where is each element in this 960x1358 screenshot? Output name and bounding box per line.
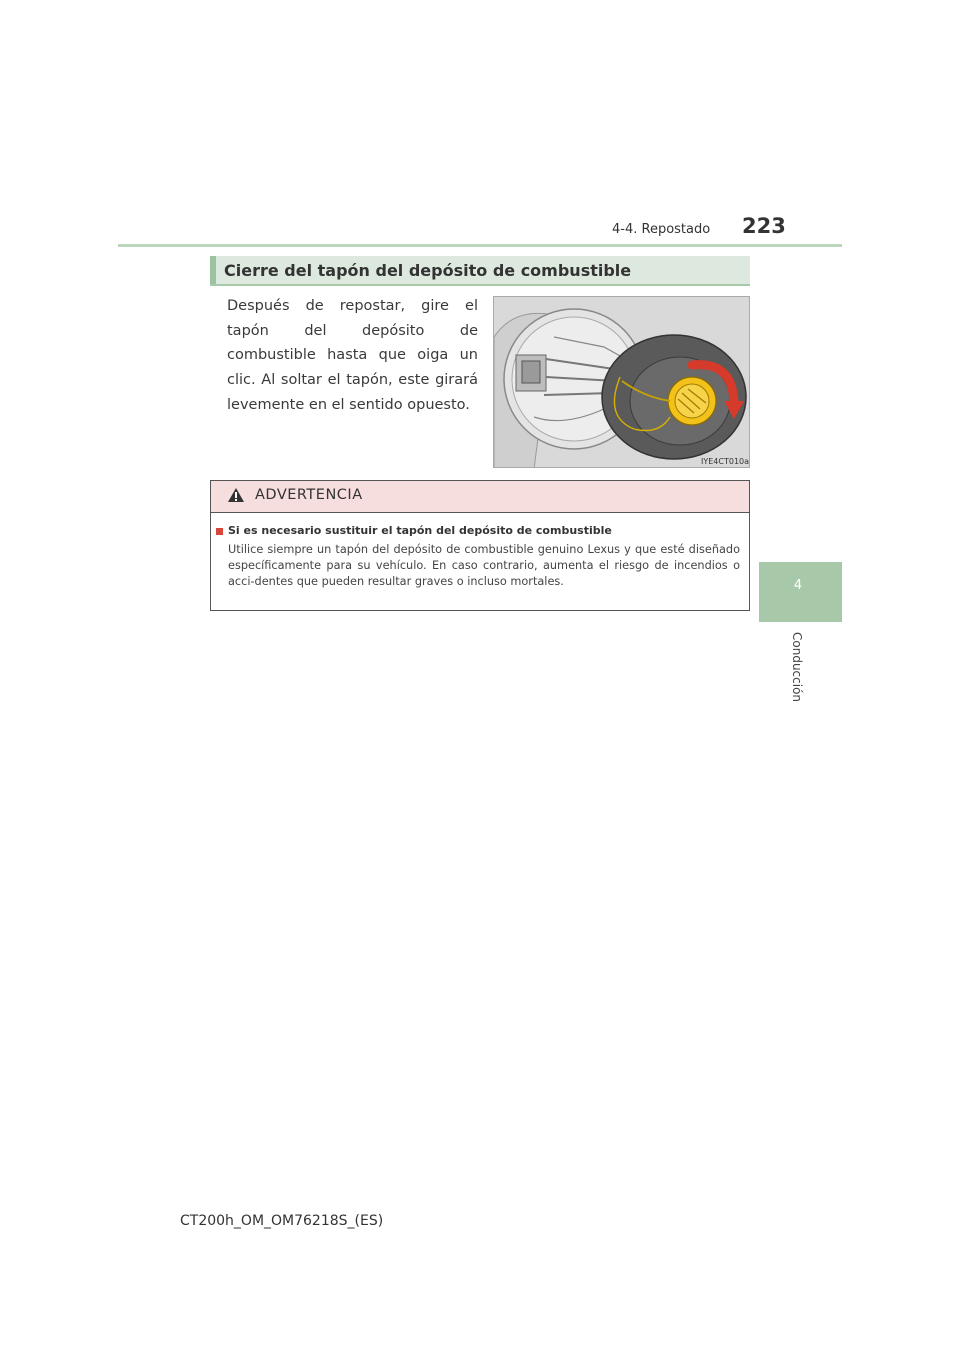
chapter-number: 4: [793, 578, 803, 593]
fuel-cap-drawing: [494, 297, 750, 468]
warning-triangle-icon: [227, 487, 245, 503]
header-rule: [118, 244, 842, 247]
page-number: 223: [742, 214, 786, 238]
section-header-bar: [210, 256, 216, 286]
header-section-label: 4-4. Repostado: [612, 222, 711, 237]
chapter-label-text: Conducción: [790, 632, 804, 703]
section-header-underline: [210, 284, 750, 286]
warning-heading: Si es necesario sustituir el tapón del depósito de combustible: [228, 524, 612, 537]
warning-body: Utilice siempre un tapón del depósito de combustible genuino Lexus y que esté diseñado específicamente para su vehículo. En caso contrario, aumenta el riesgo de incendios o acci-dentes que pueden resultar graves o incluso mortales.: [228, 543, 740, 588]
figure-code: IYE4CT010a: [701, 457, 750, 466]
manual-code: CT200h_OM_OM76218S_(ES): [180, 1213, 384, 1229]
warning-title: ADVERTENCIA: [255, 487, 363, 503]
chapter-label: [790, 632, 806, 722]
fuel-cap-illustration: [493, 296, 750, 468]
section-title: Cierre del tapón del depósito de combustible: [224, 261, 632, 280]
bullet-square-icon: [216, 528, 223, 535]
section-body: Después de repostar, gire el tapón del depósito de combustible hasta que oiga un clic. Al soltar el tapón, este girará levemente en el sentido opuesto.: [227, 298, 478, 413]
